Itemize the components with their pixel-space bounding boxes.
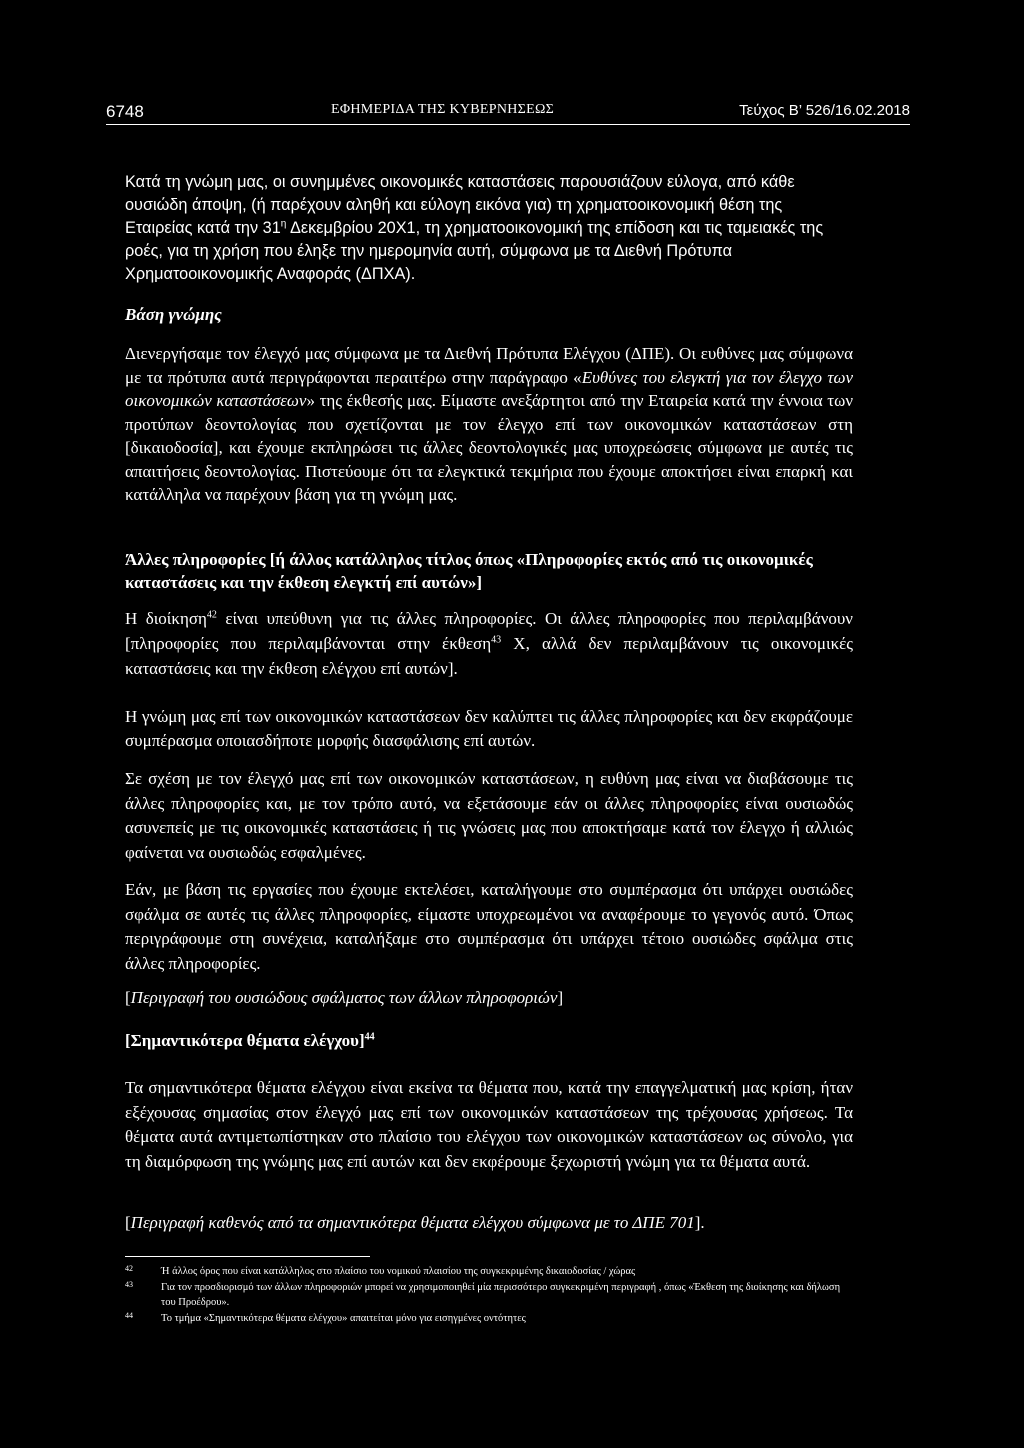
basis-text-2: » της έκθεσής μας. Είμαστε ανεξάρτητοι από την Εταιρεία κατά την έννοια των προτύπων δεοντολογίας που σχετίζονται με τον έλεγχο επί των οικονομικών καταστάσεων στη [δικαιοδοσία], και έχουμε εκπληρώσει τις άλλες δεοντολογικές μας υποχρεώσεις σύμφωνα με αυτές τις απαιτήσεις δεοντολογίας. Πιστεύουμε ότι τα ελεγκτικά τεκμήρια που έχουμε αποκτήσει είναι επαρκή και κατάλληλα να παρέχουν βάση για τη γνώμη μας. [125, 391, 853, 504]
footnote-divider [125, 1256, 370, 1257]
footnote-number: 43 [125, 1279, 133, 1289]
basis-italic-reference: Ευθύνες του ελεγκτή για τον έλεγχο των οικονομικών καταστάσεων [125, 367, 854, 410]
footnote-ref-44: 44 [364, 1031, 375, 1043]
footnote-ref-42: 42 [206, 609, 217, 621]
opinion-text-2: Δεκεμβρίου 20Χ1, τη χρηματοοικονομική της επίδοση και τις ταμειακές της ροές, για τη χρήση που έληξε την ημερομηνία αυτή, σύμφωνα με τα Διεθνή Πρότυπα Χρηματοοικονομικής Αναφοράς (ΔΠΧΑ). [125, 219, 824, 283]
other-info-paragraph-4: Εάν, με βάση τις εργασίες που έχουμε εκτελέσει, καταλήγουμε στο συμπέρασμα ότι υπάρχει ουσιώδες σφάλμα σε αυτές τις άλλες πληροφορίες, είμαστε υποχρεωμένοι να αναφέρουμε το γεγονός αυτό. Όπως περιγράφουμε στη συνέχεια, καταλήξαμε στο συμπέρασμα ότι υπάρχει τέτοιο ουσιώδες σφάλμα στις άλλες πληροφορίες. [125, 880, 853, 973]
opinion-text-1: Κατά τη γνώμη μας, οι συνημμένες οικονομικές καταστάσεις παρουσιάζουν εύλογα, από κάθε ουσιώδη άποψη, (ή παρέχουν αληθή και εύλογη εικόνα για) τη χρηματοοικονομική θέση της Εταιρείας κατά την 31 [125, 173, 795, 237]
kam-description-placeholder: [Περιγραφή καθενός από τα σημαντικότερα θέματα ελέγχου σύμφωνα με το ΔΠΕ 701]. [125, 1213, 705, 1232]
kam-heading [125, 1031, 853, 1051]
ordinal-superscript: η [280, 218, 287, 230]
basis-paragraph [125, 342, 853, 507]
other-info-paragraph-2: Η γνώμη μας επί των οικονομικών καταστάσεων δεν καλύπτει τις άλλες πληροφορίες και δεν εκφράζουμε συμπέρασμα οποιασδήποτε μορφής διασφάλισης επί αυτών. [125, 707, 853, 750]
other-info-text-2: είναι υπεύθυνη για τις άλλες πληροφορίες. Οι άλλες πληροφορίες που περιλαμβάνουν [πληροφορίες που περιλαμβάνονται στην έκθεση [125, 609, 853, 653]
other-info-paragraph-3: Σε σχέση με τον έλεγχό μας επί των οικονομικών καταστάσεων, η ευθύνη μας είναι να διαβάσουμε τις άλλες πληροφορίες και, με τον τρόπο αυτό, να εξετάσουμε εάν οι άλλες πληροφορίες είναι ουσιωδώς ασυνεπείς με τις οικονομικές καταστάσεις ή τις γνώσεις μας που αποκτήσαμε κατά τον έλεγχο ή αλλιώς φαίνεται να ουσιωδώς εσφαλμένες. [125, 769, 853, 862]
footnote-text: Για τον προσδιορισμό των άλλων πληροφοριών μπορεί να χρησιμοποιηθεί μία περισσότερο συγκεκριμένη περιγραφή , όπως «Έκθεση της διοίκησης και δήλωση του Προέδρου». [161, 1281, 841, 1308]
footnotes [125, 1264, 845, 1326]
footnote-ref-43: 43 [491, 634, 502, 646]
kam-description-text: Περιγραφή καθενός από τα σημαντικότερα θέματα ελέγχου σύμφωνα με το ΔΠΕ 701 [130, 1213, 695, 1232]
footnote-text: Το τμήμα «Σημαντικότερα θέματα ελέγχου» απαιτείται μόνο για εισηγμένες οντότητες [161, 1312, 526, 1324]
gazette-title: ΕΦΗΜΕΡΙΔΑ ΤΗΣ ΚΥΒΕΡΝΗΣΕΩΣ [331, 102, 555, 117]
misstatement-description-placeholder: [Περιγραφή του ουσιώδους σφάλματος των άλλων πληροφοριών] [125, 988, 564, 1007]
footnote-text: Ή άλλος όρος που είναι κατάλληλος στο πλαίσιο του νομικού πλαισίου της συγκεκριμένης δικαιοδοσίας / χώρας [161, 1266, 636, 1277]
footnote-number: 44 [125, 1310, 133, 1320]
page-number: 6748 [106, 102, 144, 121]
other-info-text-1: Η διοίκηση [125, 609, 207, 628]
footnote-44 [125, 1311, 845, 1327]
misstatement-description-text: Περιγραφή του ουσιώδους σφάλματος των άλλων πληροφοριών [130, 988, 558, 1007]
opinion-paragraph [125, 171, 853, 286]
issue-reference: Τεύχος Β’ 526/16.02.2018 [739, 102, 910, 119]
basis-text-1: Διενεργήσαμε τον έλεγχό μας σύμφωνα με τα Διεθνή Πρότυπα Ελέγχου (ΔΠΕ). Οι ευθύνες μας σύμφωνα με τα πρότυπα αυτά περιγράφονται περαιτέρω στην παράγραφο « [125, 344, 853, 387]
footnote-number: 42 [125, 1264, 133, 1273]
kam-heading-text: [Σημαντικότερα θέματα ελέγχου] [125, 1031, 365, 1050]
page-header [106, 100, 910, 125]
basis-heading: Βάση γνώμης [125, 305, 222, 324]
footnote-42 [125, 1264, 845, 1280]
other-info-text-3: Χ, αλλά δεν περιλαμβάνουν τις οικονομικές καταστάσεις και την έκθεση ελέγχου επί αυτών]. [125, 634, 853, 678]
other-info-heading: Άλλες πληροφορίες [ή άλλος κατάλληλος τίτλος όπως «Πληροφορίες εκτός από τις οικονομικές καταστάσεις και την έκθεση ελεγκτή επί αυτών»] [125, 550, 813, 592]
kam-paragraph: Τα σημαντικότερα θέματα ελέγχου είναι εκείνα τα θέματα που, κατά την επαγγελματική μας κρίση, ήταν εξέχουσας σημασίας στον έλεγχό μας επί των οικονομικών καταστάσεων της τρέχουσας χρήσεως. Τα θέματα αυτά αντιμετωπίστηκαν στο πλαίσιο του ελέγχου των οικονομικών καταστάσεων ως σύνολο, για τη διαμόρφωση της γνώμης μας επί αυτών και δεν εκφέρουμε ξεχωριστή γνώμη για τα θέματα αυτά. [125, 1078, 853, 1171]
footnote-43 [125, 1280, 845, 1311]
other-info-paragraph-1 [125, 606, 853, 681]
